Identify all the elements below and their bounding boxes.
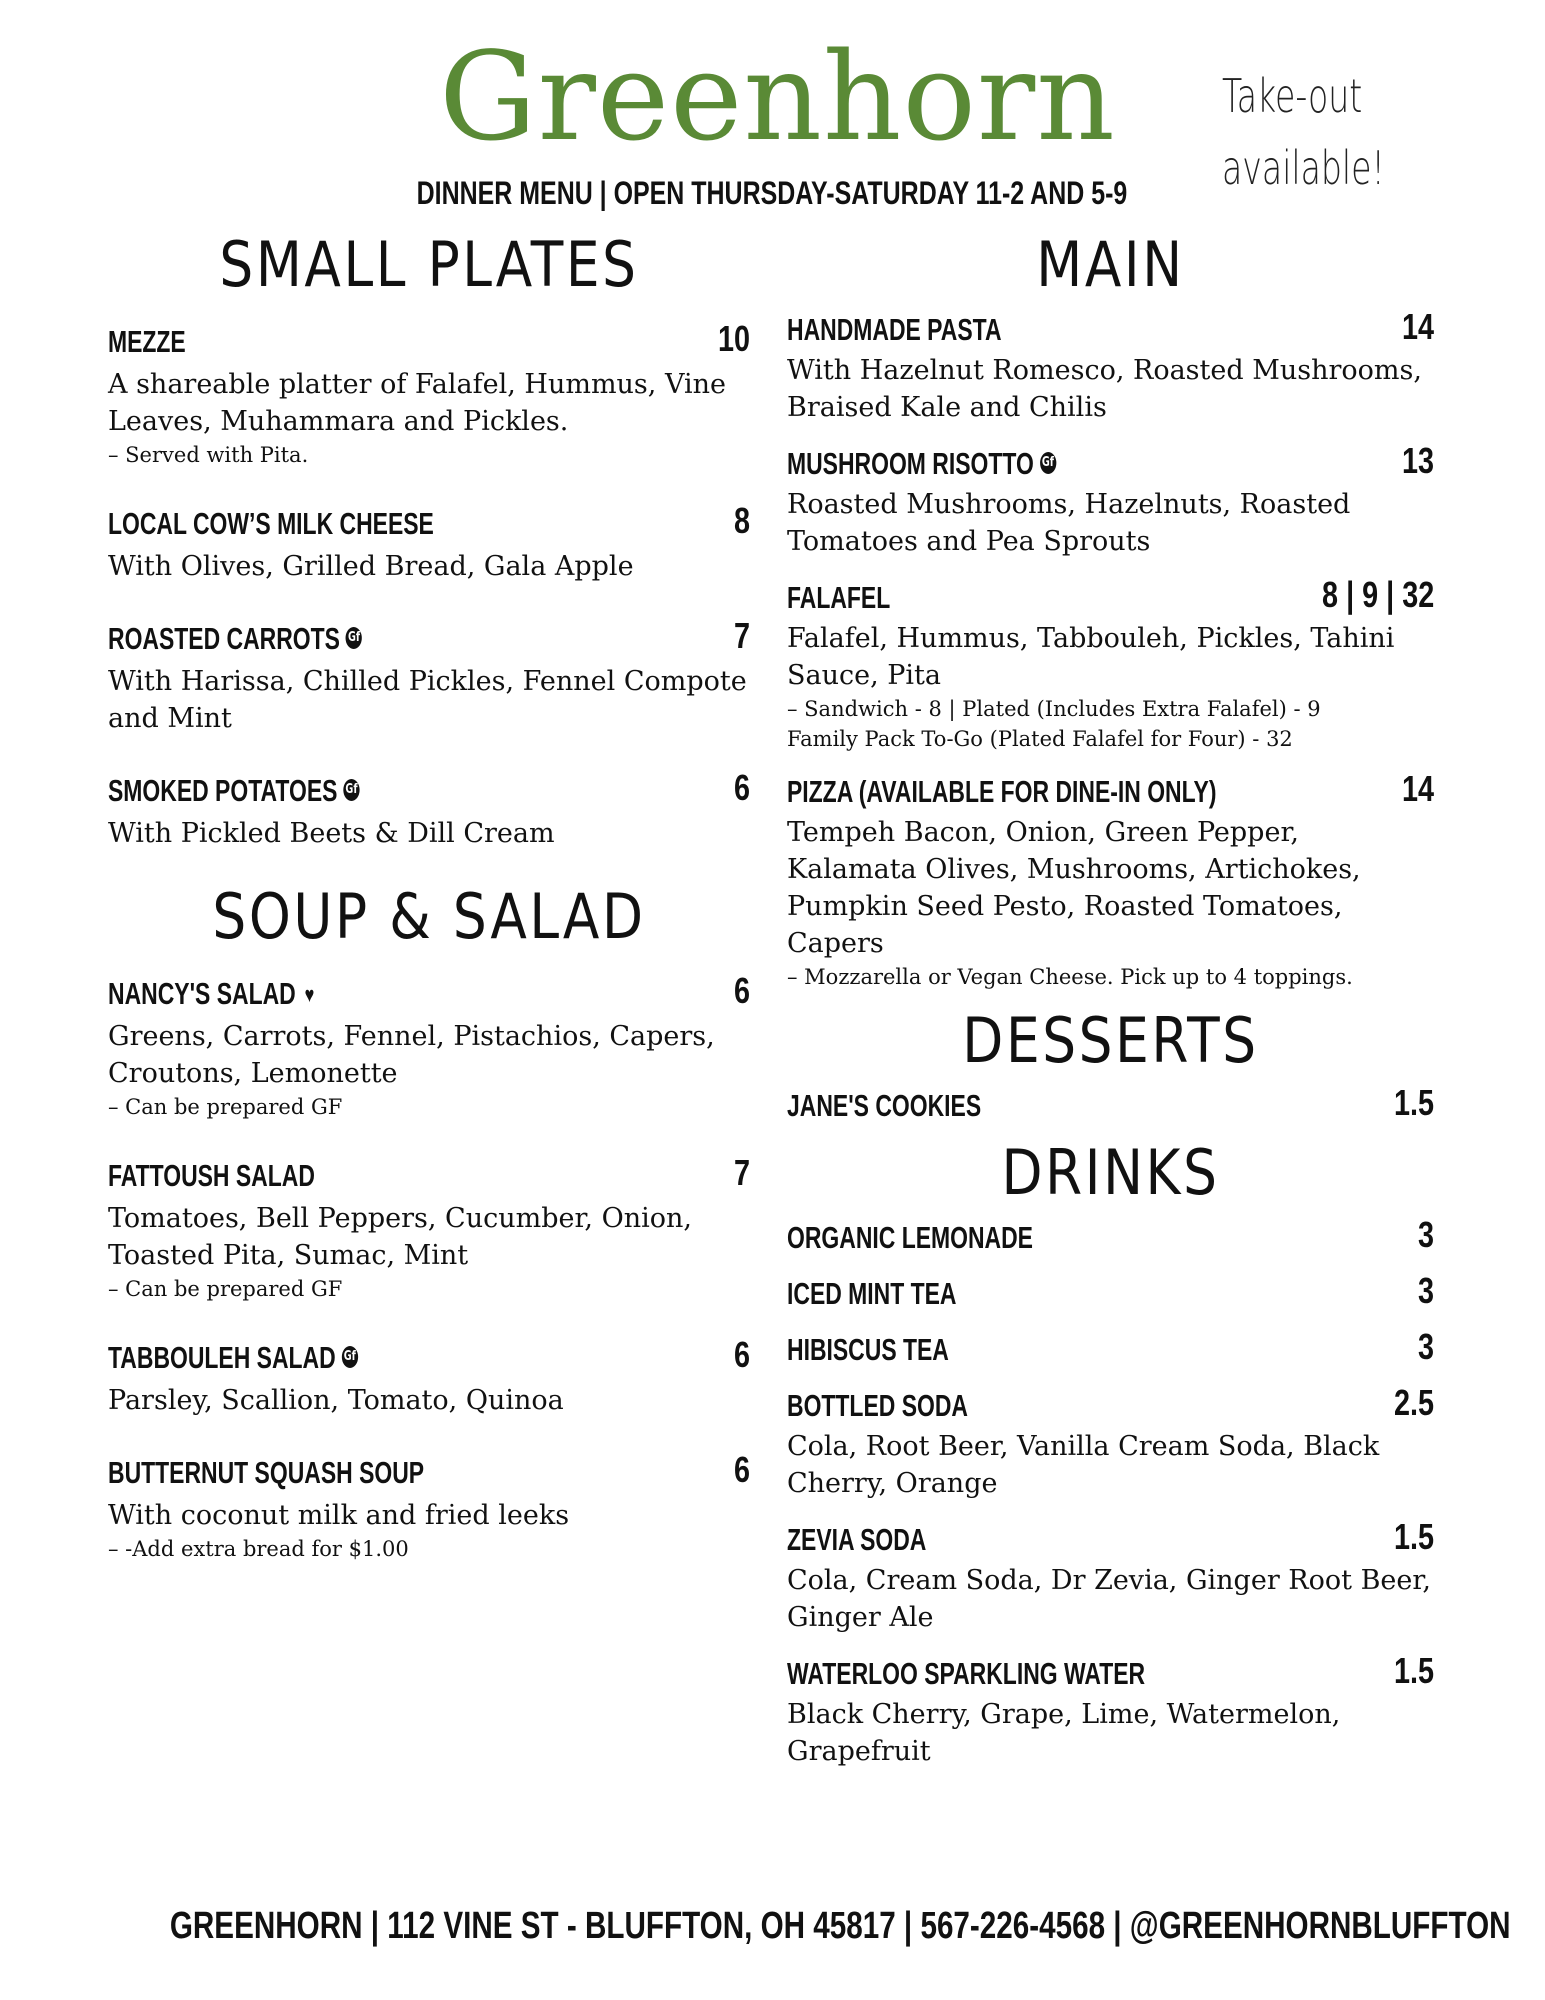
menu-item-header xyxy=(787,306,1434,348)
menu-item-price: 8 | 9 | 32 xyxy=(1321,574,1434,615)
menu-item-name-wrap xyxy=(108,1340,358,1376)
menu-item xyxy=(108,767,750,852)
menu-item-description: Falafel, Hummus, Tabbouleh, Pickles, Tahini Sauce, Pita xyxy=(787,623,1395,691)
menu-item-description: Tomatoes, Bell Peppers, Cucumber, Onion, Toasted Pita, Sumac, Mint xyxy=(108,1203,692,1271)
menu-item-name: WATERLOO SPARKLING WATER xyxy=(787,1656,1146,1691)
menu-item-name: ORGANIC LEMONADE xyxy=(787,1220,1033,1255)
menu-item-name: ICED MINT TEA xyxy=(787,1276,957,1311)
menu-item xyxy=(787,306,1434,426)
heart-icon: ♥ xyxy=(304,982,315,1007)
menu-item-header xyxy=(108,1152,750,1194)
menu-item-name-wrap xyxy=(108,976,314,1012)
menu-item-header xyxy=(787,1516,1434,1558)
menu-item-price: 3 xyxy=(1417,1214,1434,1255)
menu-item-note: – Sandwich - 8 | Plated (Includes Extra Falafel) - 9 xyxy=(787,697,1321,721)
menu-item-name-wrap xyxy=(787,1656,1145,1692)
menu-item xyxy=(787,1082,1434,1124)
menu-item-price: 7 xyxy=(733,615,750,656)
menu-item-header xyxy=(108,767,750,809)
menu-item-description: Cola, Root Beer, Vanilla Cream Soda, Black Cherry, Orange xyxy=(787,1431,1380,1499)
restaurant-logo: Greenhorn xyxy=(439,26,1116,168)
menu-item-price: 1.5 xyxy=(1393,1082,1434,1123)
menu-item-name-wrap xyxy=(787,1522,926,1558)
menu-item-name: PIZZA (AVAILABLE FOR DINE-IN ONLY) xyxy=(787,774,1217,809)
menu-item-price: 1.5 xyxy=(1393,1650,1434,1691)
menu-item xyxy=(787,1382,1434,1502)
menu-item-description: With coconut milk and fried leeks xyxy=(108,1500,570,1531)
menu-subheading: DINNER MENU | OPEN THURSDAY-SATURDAY 11-2 AND 5-9 xyxy=(416,175,1128,211)
menu-item-description: Parsley, Scallion, Tomato, Quinoa xyxy=(108,1385,564,1416)
menu-item xyxy=(787,574,1434,754)
menu-item-description: Cola, Cream Soda, Dr Zevia, Ginger Root Beer, Ginger Ale xyxy=(787,1565,1431,1633)
menu-item-name: BOTTLED SODA xyxy=(787,1388,968,1423)
menu-item-description: With Harissa, Chilled Pickles, Fennel Compote and Mint xyxy=(108,666,747,734)
menu-item xyxy=(108,1334,750,1419)
menu-item-note: – Mozzarella or Vegan Cheese. Pick up to 4 toppings. xyxy=(787,965,1353,989)
menu-item-name-wrap xyxy=(108,506,434,542)
section-title: SOUP & SALAD xyxy=(212,880,646,953)
menu-item-header xyxy=(787,1270,1434,1312)
menu-item-name-wrap xyxy=(787,1220,1033,1256)
menu-item-name: ZEVIA SODA xyxy=(787,1522,927,1557)
menu-item xyxy=(108,318,750,470)
gluten-free-icon: Gf xyxy=(346,627,362,649)
footer-contact: GREENHORN | 112 VINE ST - BLUFFTON, OH 45817 | 567-226-4568 | @GREENHORNBLUFFTON xyxy=(169,1905,1511,1947)
menu-item-name: LOCAL COW’S MILK CHEESE xyxy=(108,506,434,541)
menu-item-price: 14 xyxy=(1401,306,1434,347)
menu-item xyxy=(108,615,750,737)
menu-item-name: TABBOULEH SALAD xyxy=(108,1340,336,1375)
menu-item-description: With Hazelnut Romesco, Roasted Mushrooms, Braised Kale and Chilis xyxy=(787,355,1422,423)
menu-item-name: MEZZE xyxy=(108,324,186,359)
menu-item-price: 3 xyxy=(1417,1326,1434,1367)
menu-item-price: 6 xyxy=(733,1449,750,1490)
menu-item xyxy=(108,500,750,585)
gluten-free-icon: Gf xyxy=(1040,452,1056,474)
menu-item-description: Roasted Mushrooms, Hazelnuts, Roasted Tomatoes and Pea Sprouts xyxy=(787,489,1351,557)
menu-item-note: – -Add extra bread for $1.00 xyxy=(108,1537,409,1561)
menu-item-header xyxy=(787,1326,1434,1368)
menu-item-note: – Served with Pita. xyxy=(108,443,309,467)
menu-item-header xyxy=(787,768,1434,810)
menu-item-header xyxy=(108,615,750,657)
menu-item-header xyxy=(787,1650,1434,1692)
menu-item-price: 2.5 xyxy=(1393,1382,1434,1423)
menu-section-drinks xyxy=(787,1138,1434,1770)
menu-item-header xyxy=(787,1082,1434,1124)
menu-item-price: 6 xyxy=(733,970,750,1011)
takeout-line-1: Take-out xyxy=(1222,69,1363,123)
menu-item xyxy=(108,1449,750,1564)
menu-item-description: With Pickled Beets & Dill Cream xyxy=(108,818,555,849)
menu-item-price: 1.5 xyxy=(1393,1516,1434,1557)
menu-section-small-plates xyxy=(108,230,750,852)
menu-item-description: A shareable platter of Falafel, Hummus, Vine Leaves, Muhammara and Pickles. xyxy=(108,369,726,437)
menu-item-name-wrap xyxy=(787,312,1002,348)
menu-item xyxy=(787,1214,1434,1256)
menu-item xyxy=(787,1326,1434,1368)
right-column xyxy=(787,230,1434,1784)
menu-item-name-wrap xyxy=(787,774,1216,810)
menu-item-name-wrap xyxy=(108,621,362,657)
section-title: DESSERTS xyxy=(962,1004,1259,1077)
takeout-note xyxy=(1222,60,1395,204)
menu-item-header xyxy=(787,1214,1434,1256)
menu-item xyxy=(787,1270,1434,1312)
menu-item xyxy=(787,1650,1434,1770)
menu-item-name: MUSHROOM RISOTTO xyxy=(787,446,1034,481)
menu-item-name: HANDMADE PASTA xyxy=(787,312,1002,347)
menu-item-name-wrap xyxy=(108,773,360,809)
menu-item-note: – Can be prepared GF xyxy=(108,1277,343,1301)
menu-item-name: SMOKED POTATOES xyxy=(108,773,338,808)
menu-item-name-wrap xyxy=(787,1276,957,1312)
takeout-line-2: available! xyxy=(1222,141,1385,195)
menu-item-name-wrap xyxy=(108,1455,424,1491)
menu-item-name-wrap xyxy=(787,1332,949,1368)
menu-item-price: 6 xyxy=(733,767,750,808)
menu-item xyxy=(787,768,1434,992)
menu-section-main xyxy=(787,230,1434,992)
menu-item-header xyxy=(108,1449,750,1491)
menu-item-name-wrap xyxy=(108,324,186,360)
menu-item-note: Family Pack To-Go (Plated Falafel for Four) - 32 xyxy=(787,727,1293,751)
menu-item-name: ROASTED CARROTS xyxy=(108,621,340,656)
menu-item-name-wrap xyxy=(108,1158,315,1194)
menu-item-price: 13 xyxy=(1401,440,1434,481)
menu-item-price: 7 xyxy=(733,1152,750,1193)
menu-item-name: FATTOUSH SALAD xyxy=(108,1158,315,1193)
menu-item-name-wrap xyxy=(787,446,1056,482)
menu-item xyxy=(787,440,1434,560)
menu-item xyxy=(787,1516,1434,1636)
section-title: SMALL PLATES xyxy=(219,228,639,301)
left-column xyxy=(108,230,750,1594)
menu-item-price: 10 xyxy=(717,318,750,359)
menu-item-header xyxy=(787,440,1434,482)
gluten-free-icon: Gf xyxy=(342,1346,358,1368)
menu-item xyxy=(108,970,750,1122)
menu-item-name: FALAFEL xyxy=(787,580,891,615)
section-title: DRINKS xyxy=(1001,1136,1220,1209)
menu-item-price: 8 xyxy=(733,500,750,541)
menu-item-price: 14 xyxy=(1401,768,1434,809)
menu-item-header xyxy=(108,500,750,542)
menu-item-name-wrap xyxy=(787,1388,968,1424)
menu-item-description: Tempeh Bacon, Onion, Green Pepper, Kalamata Olives, Mushrooms, Artichokes, Pumpkin Seed Pesto, Roasted Tomatoes, Capers xyxy=(787,817,1361,959)
menu-item xyxy=(108,1152,750,1304)
menu-item-note: – Can be prepared GF xyxy=(108,1095,343,1119)
menu-item-description: Greens, Carrots, Fennel, Pistachios, Capers, Croutons, Lemonette xyxy=(108,1021,715,1089)
menu-item-header xyxy=(108,1334,750,1376)
menu-item-description: Black Cherry, Grape, Lime, Watermelon, Grapefruit xyxy=(787,1699,1341,1767)
menu-item-name: NANCY'S SALAD xyxy=(108,976,296,1011)
menu-item-header xyxy=(108,970,750,1012)
menu-item-name: JANE'S COOKIES xyxy=(787,1088,982,1123)
menu-item-header xyxy=(787,1382,1434,1424)
menu-item-name: HIBISCUS TEA xyxy=(787,1332,949,1367)
menu-section-soup-salad xyxy=(108,882,750,1564)
menu-item-header xyxy=(787,574,1434,616)
gluten-free-icon: Gf xyxy=(343,779,359,801)
menu-item-name-wrap xyxy=(787,1088,981,1124)
menu-item-name: BUTTERNUT SQUASH SOUP xyxy=(108,1455,425,1490)
section-title: MAIN xyxy=(1036,228,1185,301)
menu-item-price: 3 xyxy=(1417,1270,1434,1311)
menu-item-description: With Olives, Grilled Bread, Gala Apple xyxy=(108,551,634,582)
menu-item-header xyxy=(108,318,750,360)
menu-item-name-wrap xyxy=(787,580,890,616)
menu-item-price: 6 xyxy=(733,1334,750,1375)
menu-section-desserts xyxy=(787,1006,1434,1124)
